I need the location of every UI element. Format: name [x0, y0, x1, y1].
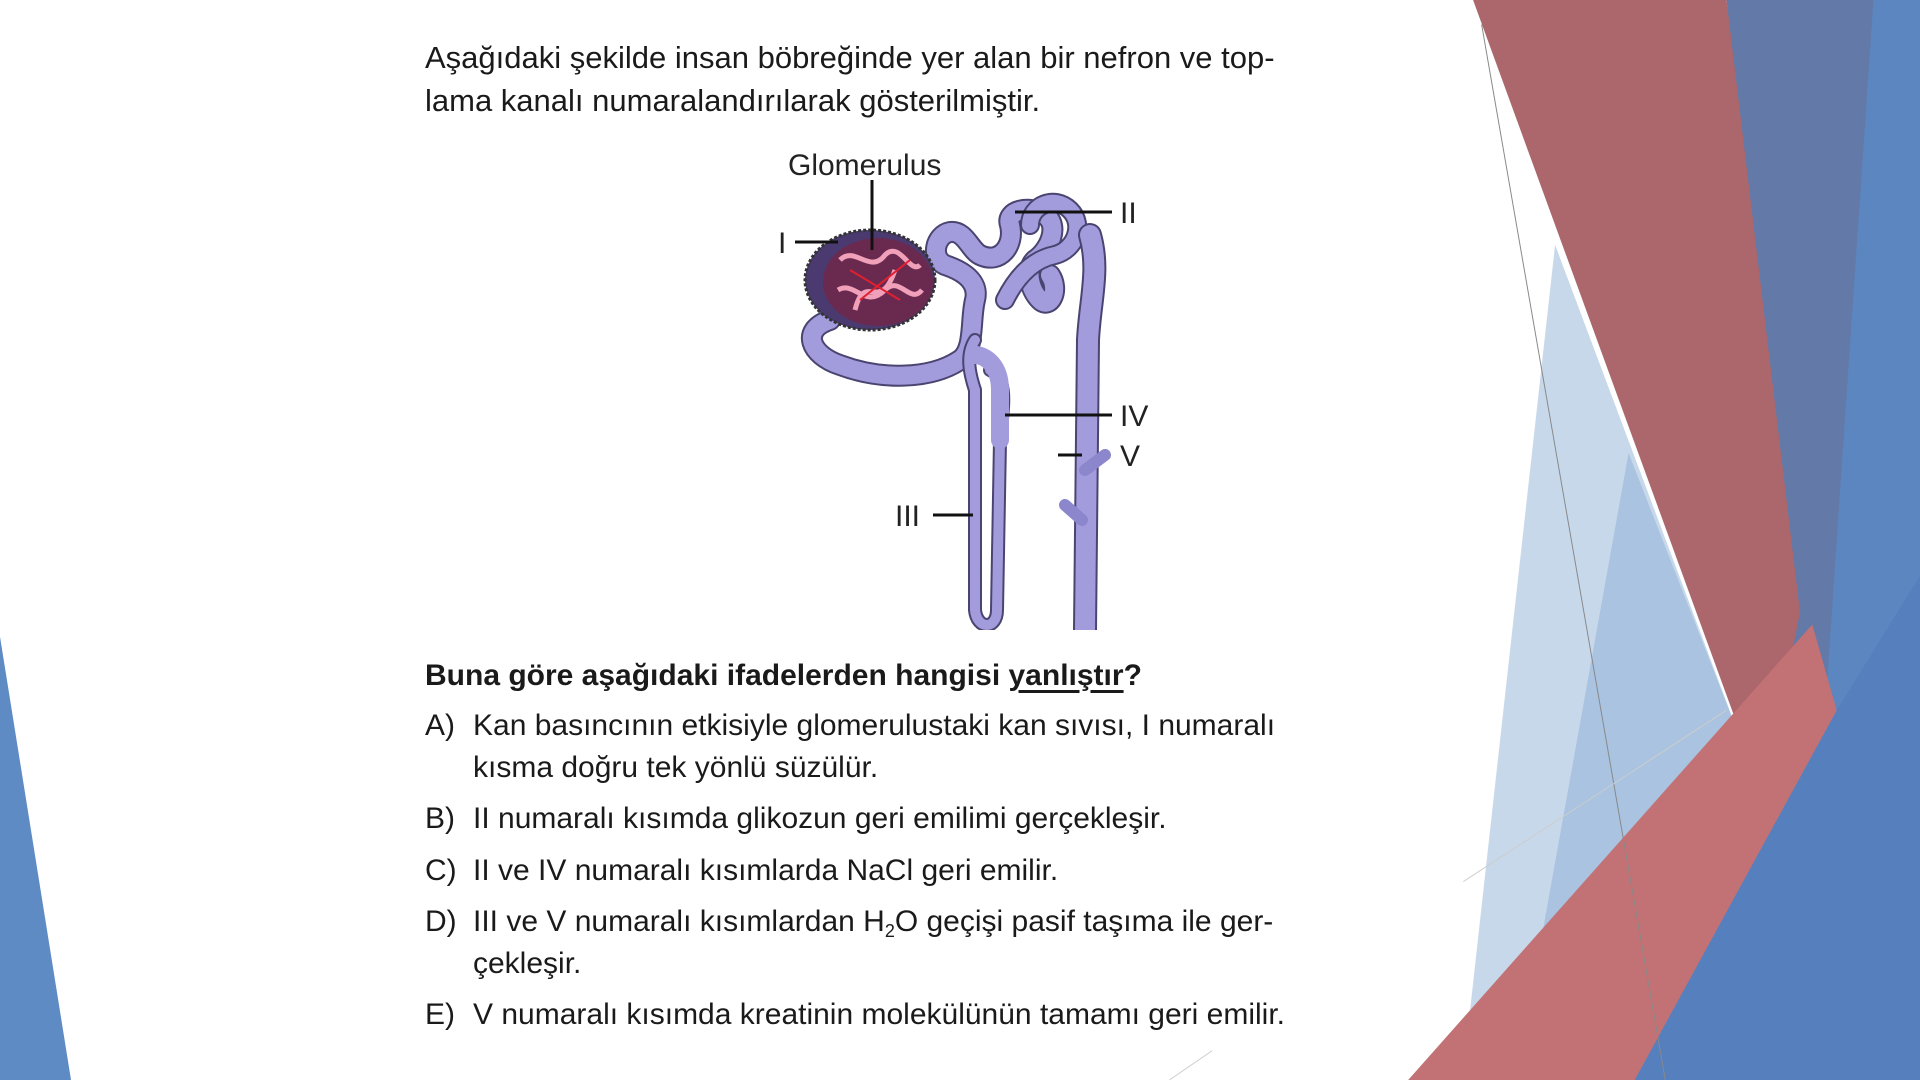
option-text: II ve IV numaralı kısımlarda NaCl geri emilir. — [473, 854, 1059, 887]
intro-line-2: lama kanalı numaralandırılarak gösterilmiştir. — [425, 83, 1041, 118]
glomerulus — [823, 238, 933, 326]
option-letter: E) — [425, 998, 455, 1031]
option-text: V numaralı kısımda kreatinin molekülünün tamamı geri emilir. — [473, 998, 1285, 1031]
label-ii: II — [1120, 197, 1137, 230]
question-suffix: ? — [1123, 659, 1142, 692]
question-underlined: yanlıştır — [1008, 659, 1124, 692]
option-c[interactable] — [425, 850, 1058, 892]
option-b[interactable] — [425, 798, 1167, 840]
left-blue-triangle — [0, 637, 71, 1080]
nephron-diagram — [760, 140, 1200, 630]
intro-line-1: Aşağıdaki şekilde insan böbreğinde yer alan bir nefron ve top- — [425, 40, 1275, 75]
question-stem — [425, 654, 1142, 697]
option-letter: A) — [425, 709, 455, 742]
label-i: I — [778, 227, 787, 260]
option-a[interactable] — [425, 705, 1275, 747]
label-iv: IV — [1120, 400, 1149, 433]
option-e[interactable] — [425, 994, 1285, 1036]
option-a-continued: kısma doğru tek yönlü süzülür. — [473, 751, 879, 784]
option-letter: C) — [425, 854, 457, 887]
option-text: II numaralı kısımda glikozun geri emilimi gerçekleşir. — [473, 802, 1167, 835]
option-text: O geçişi pasif taşıma ile ger- — [894, 905, 1274, 938]
option-letter: B) — [425, 802, 455, 835]
label-v: V — [1120, 440, 1141, 473]
option-text: III ve V numaralı kısımlardan H — [473, 905, 885, 938]
question-prefix: Buna göre aşağıdaki ifadelerden hangisi — [425, 659, 1009, 692]
option-letter: D) — [425, 905, 457, 938]
glomerulus-label: Glomerulus — [788, 149, 942, 182]
subscript: 2 — [884, 921, 895, 941]
option-d-continued: çekleşir. — [473, 947, 582, 980]
option-text: Kan basıncının etkisiyle glomerulustaki kan sıvısı, I numaralı — [473, 709, 1276, 742]
label-iii: III — [895, 500, 921, 533]
